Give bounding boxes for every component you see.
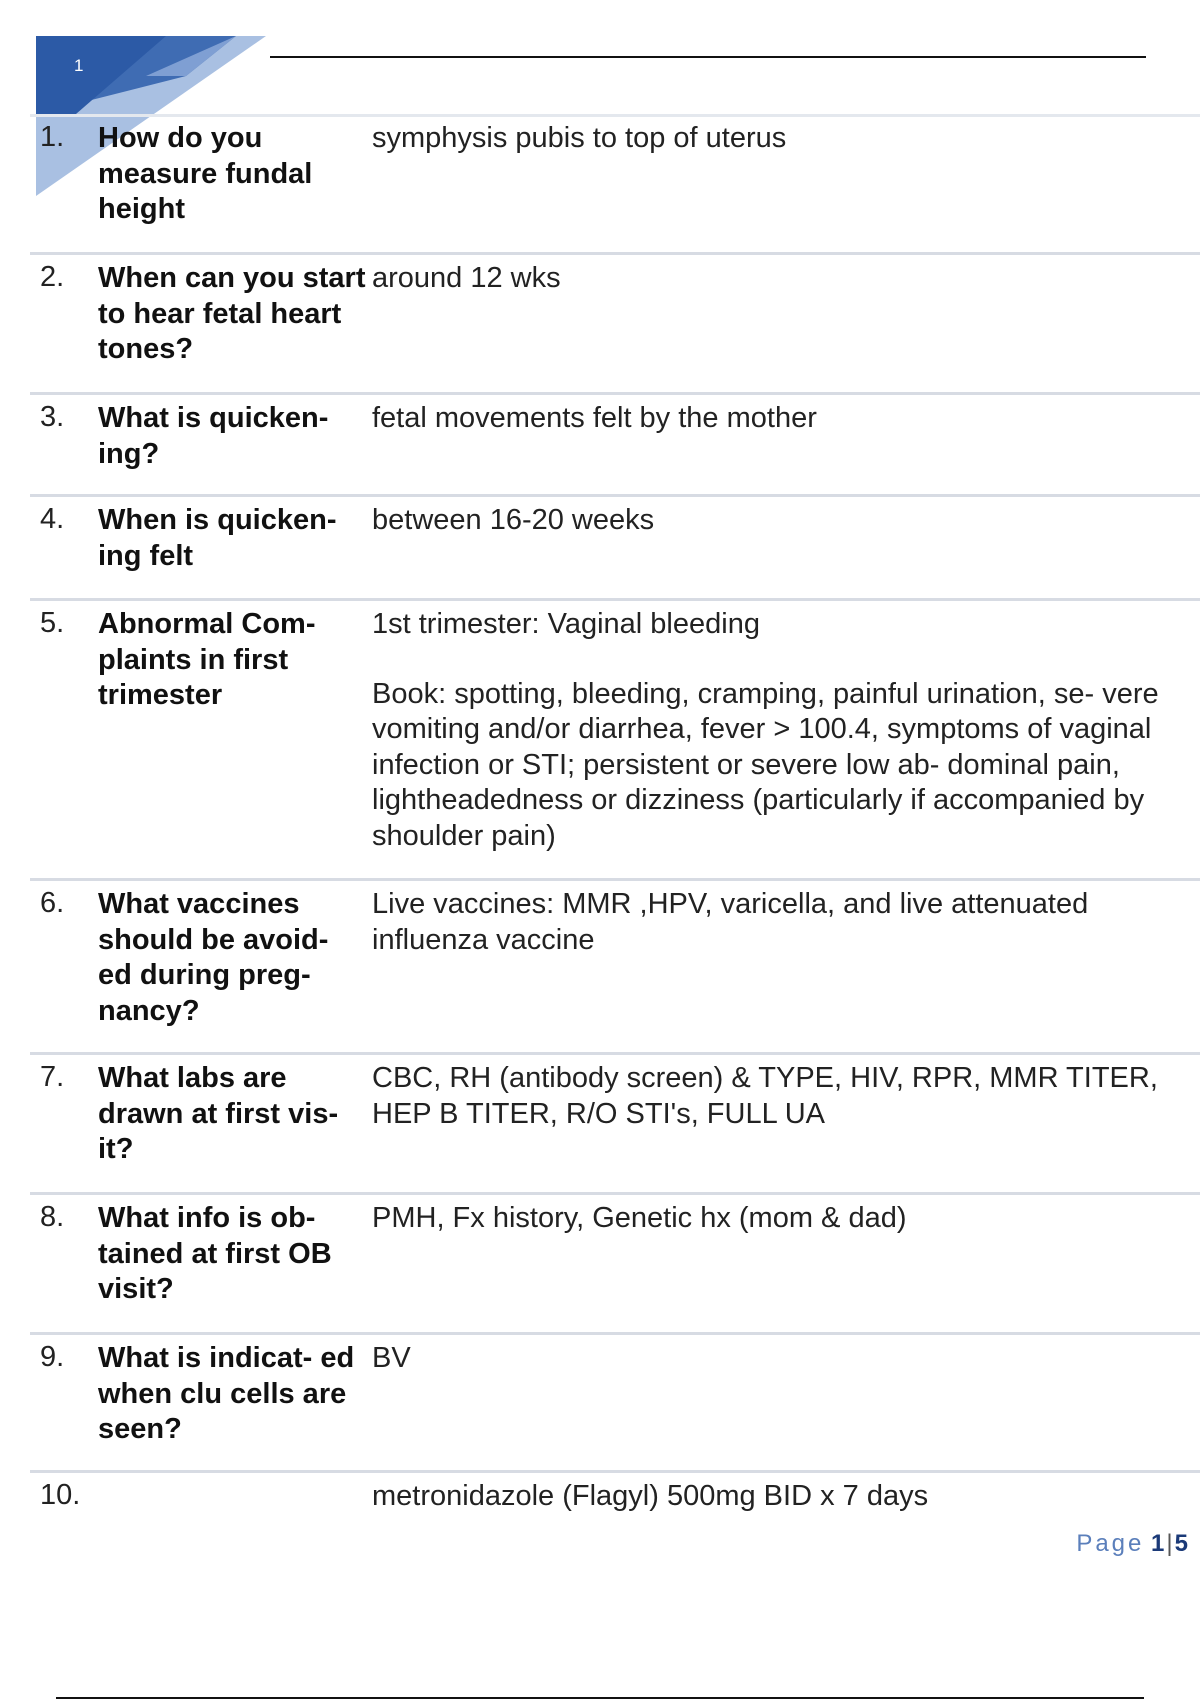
table-row xyxy=(30,1470,1200,1570)
answer-paragraph: around 12 wks xyxy=(372,262,561,294)
answer-paragraph: Book: spotting, bleeding, cramping, painful urination, se- vere vomiting and/or diarrhea, fever > 100.4, symptoms of vaginal infection or STI; persistent or severe low ab- dominal pain, lightheadedness or dizziness (particularly if accompanied by shoulder pain) xyxy=(372,677,1159,852)
footer-rule xyxy=(56,1697,1144,1699)
table-row xyxy=(30,1052,1200,1192)
question-text: What vaccines should be avoid- ed during preg- nancy? xyxy=(98,888,329,1027)
answer-text xyxy=(372,1479,1200,1515)
page-footer xyxy=(1076,1530,1188,1558)
question-text: When is quicken- ing felt xyxy=(98,504,337,572)
current-page: 1 xyxy=(1151,1530,1165,1557)
table-row xyxy=(30,1192,1200,1332)
answer-text xyxy=(372,887,1200,958)
row-number: 10. xyxy=(40,1479,81,1511)
answer-text xyxy=(372,401,1200,437)
answer-paragraph: metronidazole (Flagyl) 500mg BID x 7 days xyxy=(372,1480,929,1512)
table-row xyxy=(30,494,1200,598)
row-number: 4. xyxy=(40,503,65,535)
question-text: How do you measure fundal height xyxy=(98,122,313,225)
answer-paragraph: Live vaccines: MMR ,HPV, varicella, and live attenuated influenza vaccine xyxy=(372,888,1089,956)
answer-text xyxy=(372,1341,1200,1377)
answer-text xyxy=(372,121,1200,157)
header-rule xyxy=(270,56,1146,58)
question-text: What info is ob- tained at first OB visit? xyxy=(98,1202,332,1305)
table-row xyxy=(30,252,1200,392)
row-number: 9. xyxy=(40,1341,65,1373)
answer-paragraph: symphysis pubis to top of uterus xyxy=(372,122,787,154)
row-number: 2. xyxy=(40,261,65,293)
answer-text xyxy=(372,607,1200,854)
answer-paragraph: PMH, Fx history, Genetic hx (mom & dad) xyxy=(372,1202,907,1234)
answer-text xyxy=(372,1201,1200,1237)
row-number: 7. xyxy=(40,1061,65,1093)
table-row xyxy=(30,114,1200,252)
answer-paragraph: 1st trimester: Vaginal bleeding xyxy=(372,608,760,640)
table-row xyxy=(30,598,1200,878)
flashcard-table xyxy=(30,114,1200,1570)
answer-paragraph: BV xyxy=(372,1342,411,1374)
question-text: When can you start to hear fetal heart tones? xyxy=(98,262,366,365)
row-number: 6. xyxy=(40,887,65,919)
row-number: 8. xyxy=(40,1201,65,1233)
row-number: 1. xyxy=(40,121,65,153)
answer-text xyxy=(372,1061,1200,1132)
page-separator: | xyxy=(1166,1530,1173,1557)
table-row xyxy=(30,878,1200,1052)
row-number: 5. xyxy=(40,607,65,639)
page-word: Page xyxy=(1076,1530,1145,1557)
answer-text xyxy=(372,503,1200,539)
question-text: What is indicat- ed when clu cells are seen? xyxy=(98,1342,355,1445)
table-row xyxy=(30,392,1200,494)
answer-text xyxy=(372,261,1200,297)
answer-paragraph: CBC, RH (antibody screen) & TYPE, HIV, RPR, MMR TITER, HEP B TITER, R/O STI's, FULL UA xyxy=(372,1062,1158,1130)
answer-paragraph: between 16-20 weeks xyxy=(372,504,655,536)
table-row xyxy=(30,1332,1200,1470)
row-number: 3. xyxy=(40,401,65,433)
header-page-number: 1 xyxy=(74,56,84,75)
question-text: What labs are drawn at first vis- it? xyxy=(98,1062,339,1165)
question-text: Abnormal Com- plaints in first trimester xyxy=(98,608,316,711)
answer-paragraph: fetal movements felt by the mother xyxy=(372,402,817,434)
question-text: What is quicken- ing? xyxy=(98,402,329,470)
total-pages: 5 xyxy=(1174,1530,1188,1557)
